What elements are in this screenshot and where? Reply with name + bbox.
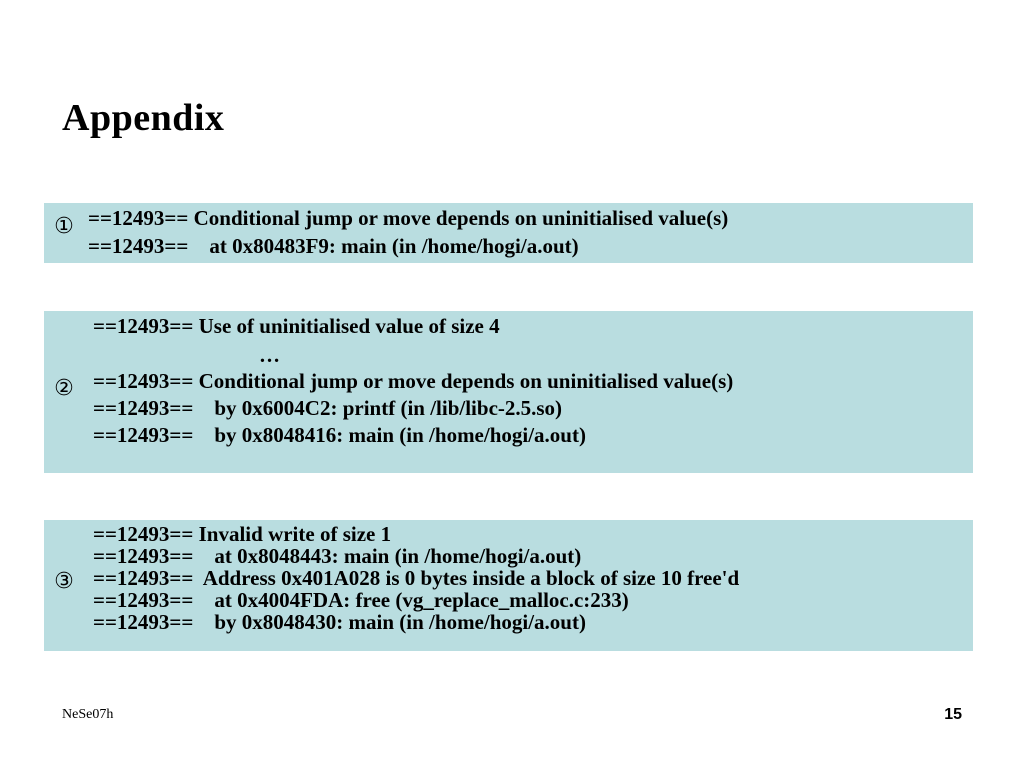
log-line: ==12493== Address 0x401A028 is 0 bytes inside a block of size 10 free'd xyxy=(93,566,740,590)
log-line: ==12493== Conditional jump or move depends on uninitialised value(s) xyxy=(88,206,729,230)
log-line: ==12493== by 0x6004C2: printf (in /lib/libc-2.5.so) xyxy=(93,396,563,420)
log-line: ==12493== at 0x8048443: main (in /home/hogi/a.out) xyxy=(93,544,582,568)
circled-number-1: ① xyxy=(54,214,74,239)
circled-number-3: ③ xyxy=(54,569,74,594)
log-line: ==12493== Use of uninitialised value of size 4 xyxy=(93,314,500,338)
valgrind-output-box-3 xyxy=(44,520,973,651)
log-line: ==12493== Conditional jump or move depends on uninitialised value(s) xyxy=(93,369,734,393)
valgrind-output-box-2 xyxy=(44,311,973,473)
log-line: ==12493== by 0x8048416: main (in /home/hogi/a.out) xyxy=(93,423,586,447)
footer-label: NeSe07h xyxy=(62,707,114,722)
log-line: ==12493== by 0x8048430: main (in /home/hogi/a.out) xyxy=(93,610,586,634)
log-line: ==12493== Invalid write of size 1 xyxy=(93,522,392,546)
slide-title: Appendix xyxy=(62,97,225,139)
ellipsis-line: … xyxy=(259,343,280,367)
valgrind-output-box-1 xyxy=(44,203,973,263)
log-line: ==12493== at 0x4004FDA: free (vg_replace_malloc.c:233) xyxy=(93,588,629,612)
page-number: 15 xyxy=(944,706,962,723)
circled-number-2: ② xyxy=(54,376,74,401)
log-line: ==12493== at 0x80483F9: main (in /home/hogi/a.out) xyxy=(88,234,579,258)
